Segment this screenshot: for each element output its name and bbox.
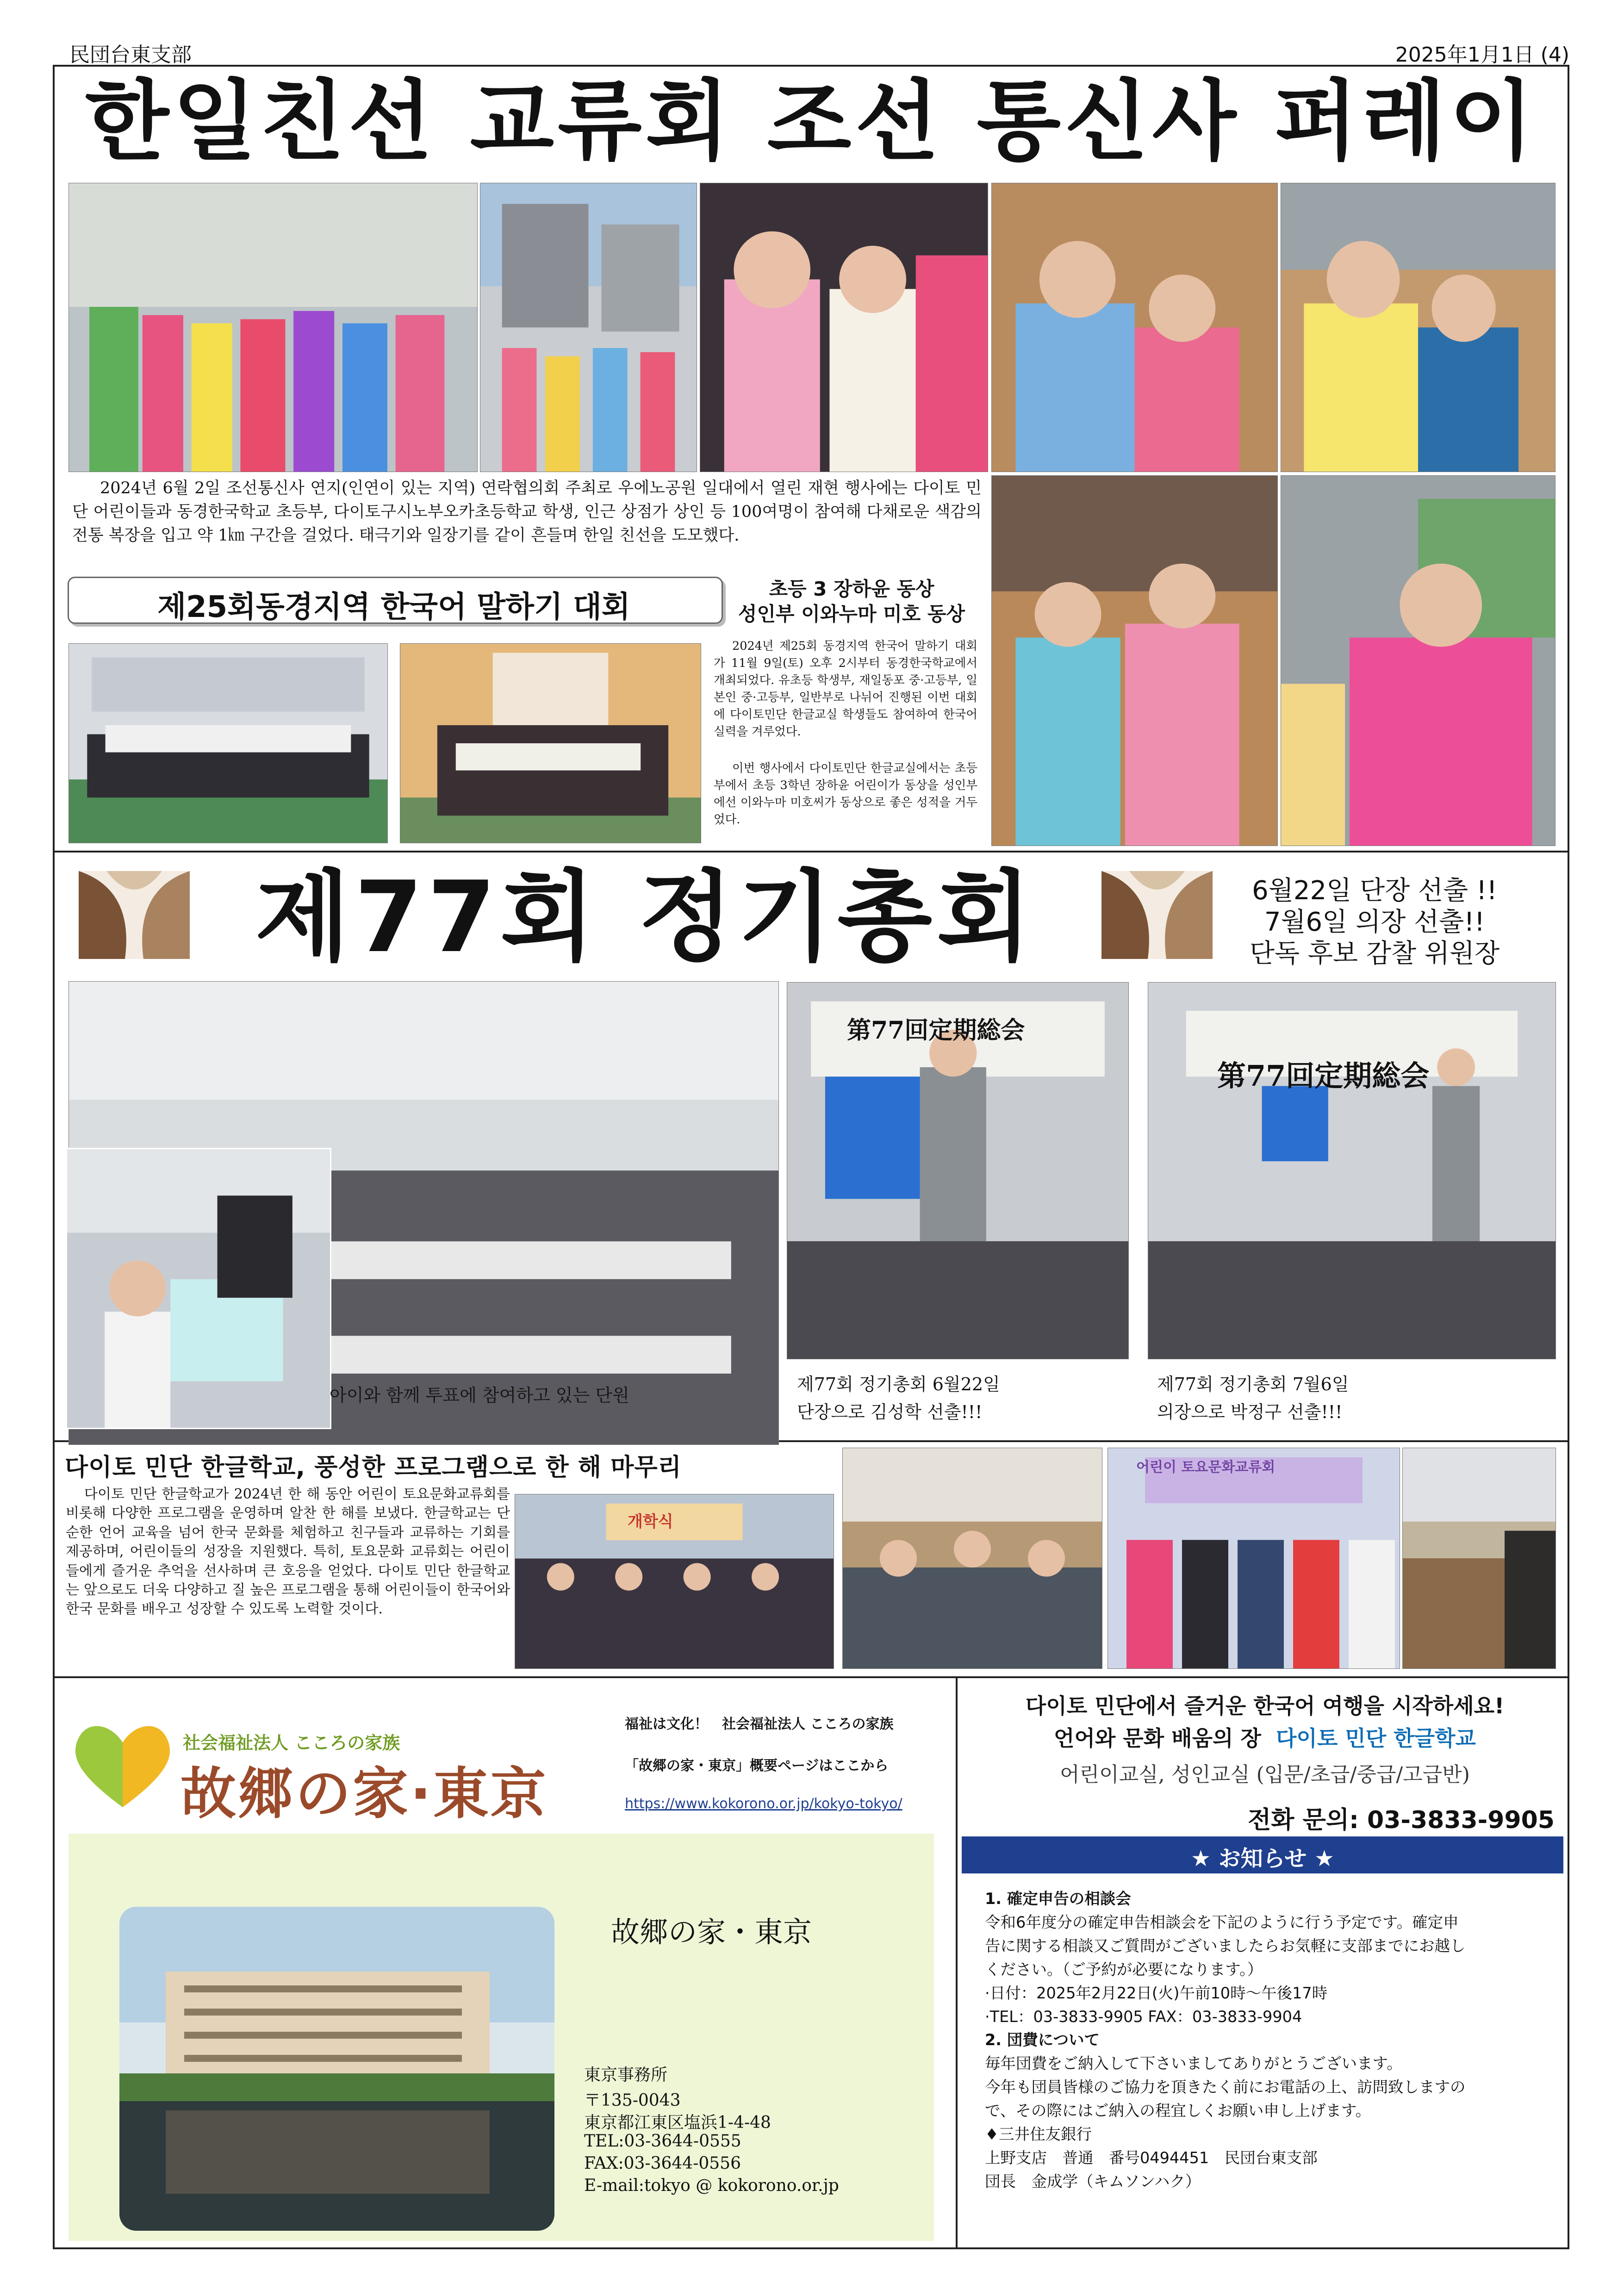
photo-opening-ceremony xyxy=(515,1494,834,1669)
caption-july-1: 제77회 정기총회 7월6일 xyxy=(1157,1374,1349,1394)
photo-speech-contest-stage xyxy=(400,643,701,843)
notice-p1a: 令和6年度分の確定申告相談会を下記のように行う予定です。確定申 xyxy=(985,1913,1459,1931)
notice-body xyxy=(985,1887,1559,2194)
banner-june: 第77回定期総会 xyxy=(847,1016,1025,1045)
sign-opening: 개학식 xyxy=(628,1512,673,1531)
ad-email: E-mail:tokyo @ kokorono.or.jp xyxy=(584,2176,839,2195)
school-promo-line2a: 언어와 문화 배움의 장 xyxy=(1054,1726,1261,1751)
divider-3 xyxy=(53,1676,1569,1678)
header-right: 2025年1月1日 (4) xyxy=(1395,43,1569,67)
ad-office: 東京事務所 xyxy=(584,2066,668,2084)
caption-july-2: 의장으로 박정구 선출!!! xyxy=(1157,1402,1343,1422)
divider-1 xyxy=(53,851,1569,852)
school-promo-line2b: 다이토 민단 한글학교 xyxy=(1276,1726,1476,1751)
school-promo-line2 xyxy=(960,1722,1569,1752)
ad-tel: TEL:03-3644-0555 xyxy=(584,2132,741,2151)
header-left: 民団台東支部 xyxy=(69,43,192,67)
sign-saturday: 어린이 토요문화교류회 xyxy=(1136,1459,1276,1475)
photo-hanbok-boy xyxy=(1281,183,1556,472)
notice-heading-2: 2. 団費について xyxy=(985,2031,1100,2049)
photo-classroom-kids xyxy=(842,1448,1102,1669)
notice-p1c: ください。（ご予約が必要になります。） xyxy=(985,1960,1263,1979)
heart-logo-icon xyxy=(69,1719,176,1812)
photo-kokyo-building xyxy=(119,1907,554,2231)
photo-lunch-room xyxy=(1402,1448,1556,1669)
notice-p2b: 今年も団員皆様のご協力を頂きたく前にお電話の上、訪問致しますの xyxy=(985,2078,1466,2097)
notice-p2a: 毎年団費をご納入して下さいましてありがとうございます。 xyxy=(985,2054,1402,2073)
photo-parade-group xyxy=(68,183,478,472)
assembly-note-3: 단독 후보 감찰 위원장 xyxy=(1249,939,1500,969)
speech-body-1: 2024년 제25회 동경지역 한국어 말하기 대회가 11월 9일(토) 오후 2시부터 동경한국학교에서 개최되었다. 유초등 학생부, 재일동포 중·고등부, 일본인 중·고등부, 일반부로 나뉘어 진행된 이번 대회에 다이토민단 한글교실 학생들도 참여하여 한국어 실력을 겨루었다. xyxy=(714,639,977,739)
school-recap-title: 다이토 민단 한글학교, 풍성한 프로그램으로 한 해 마무리 xyxy=(65,1454,682,1481)
school-promo-classes: 어린이교실, 성인교실 (입문/초급/중급/고급반) xyxy=(1060,1763,1470,1786)
photo-hanbok-mother-child xyxy=(991,183,1278,472)
ornament-right-icon xyxy=(1101,871,1213,959)
section1-body: 2024년 6월 2일 조선통신사 연지(인연이 있는 지역) 연락협의회 주최로 우에노공원 일대에서 열린 재현 행사에는 다이토 민단 어린이들과 동경한국학교 초등부, 다이토구시노부오카초등학교 학생, 인근 상점가 상인 등 100여명이 참여해 다채로운 색감의 전통 복장을 입고 약 1㎞ 구간을 걸었다. 태극기와 일장기를 같이 흔들며 한일 친선을 도모했다. xyxy=(72,479,982,545)
assembly-title: 제77회 정기총회 xyxy=(255,860,1036,974)
speech-award-2: 성인부 이와누마 미호 동상 xyxy=(738,603,965,625)
notice-title: ★ お知らせ ★ xyxy=(1190,1846,1335,1872)
ad-zip: 〒135-0043 xyxy=(584,2091,681,2110)
photo-voting-child xyxy=(66,1148,331,1429)
notice-bank: ♦三井住友銀行 xyxy=(985,2125,1092,2144)
school-recap-body: 다이토 민단 한글학교가 2024년 한 해 동안 어린이 토요문화교류회를 비롯해 다양한 프로그램을 운영하며 알찬 한 해를 보냈다. 한글학교는 단순한 언어 교육을 넘어 한국 문화를 체험하고 친구들과 교류하는 기회를 제공하며, 어린이들의 성장을 지원했다. 특히, 토요문화 교류회는 어린이들에게 즐거운 추억을 선사하며 큰 호응을 얻었다. 다이토 민단 한글학교는 앞으로도 더욱 다양하고 질 높은 프로그램을 통해 어린이들이 한국어와 한국 문화를 배우고 성장할 수 있도록 노력할 것이다. xyxy=(66,1486,510,1618)
section1-title: 한일친선 교류회 조선 통신사 퍼레이 xyxy=(85,71,1537,172)
caption-voting: 아이와 함께 투표에 참여하고 있는 단원 xyxy=(330,1385,629,1406)
ad-fax: FAX:03-3644-0556 xyxy=(584,2154,741,2173)
caption-june-2: 단장으로 김성학 선출!!! xyxy=(797,1402,983,1422)
caption-june-1: 제77회 정기총회 6월22일 xyxy=(797,1374,1000,1394)
ad-tagline: 福祉は文化！ 社会福祉法人 こころの家族 xyxy=(625,1716,894,1732)
ad-facility-name: 故郷の家・東京 xyxy=(611,1915,812,1949)
ad-link-label: 「故郷の家・東京」概要ページはここから xyxy=(625,1758,889,1774)
speech-award-1: 초등 3 장하윤 동상 xyxy=(769,578,934,600)
banner-july: 第77回定期総会 xyxy=(1217,1059,1430,1093)
photo-elder-pink-hanbok xyxy=(1281,475,1556,846)
photo-parade-girls xyxy=(700,183,988,472)
speech-body-2: 이번 행사에서 다이토민단 한글교실에서는 초등부에서 초등 3학년 장하윤 어린이가 동상을 성인부에선 이와누마 미호씨가 동상으로 좋은 성적을 거두었다. xyxy=(714,761,977,827)
ad-url-link[interactable]: https://www.kokorono.or.jp/kokyo-tokyo/ xyxy=(625,1796,902,1812)
school-phone: 전화 문의: 03-3833-9905 xyxy=(1248,1806,1555,1834)
photo-hanbok-family xyxy=(991,475,1278,846)
notice-p2c: で、その際にはご納入の程宜しくお願い申し上げます。 xyxy=(985,2102,1371,2120)
ad-org-name: 社会福祉法人 こころの家族 xyxy=(183,1733,400,1753)
photo-speech-contest-group xyxy=(68,643,388,843)
notice-account: 上野支店 普通 番号0494451 民団台東支部 xyxy=(985,2148,1318,2167)
notice-telfax: ·TEL：03-3833-9905 FAX：03-3833-9904 xyxy=(985,2007,1302,2026)
notice-date: ·日付：2025年2月22日(火)午前10時～午後17時 xyxy=(985,1984,1328,2002)
assembly-note-2: 7월6일 의장 선출!! xyxy=(1264,907,1485,937)
ad-address: 東京都江東区塩浜1-4-48 xyxy=(584,2113,771,2132)
notice-head: 団長 金成学（キムソンハク） xyxy=(985,2172,1201,2190)
photo-saturday-culture xyxy=(1108,1448,1400,1669)
notice-p1b: 告に関する相談又ご質問がございましたらお気軽に支部までにお越し xyxy=(985,1936,1466,1955)
ornament-left-icon xyxy=(79,871,190,959)
assembly-note-1: 6월22일 단장 선출 !! xyxy=(1252,876,1497,906)
ad-logo-text: 故郷の家·東京 xyxy=(180,1762,548,1826)
photo-assembly-july xyxy=(1148,982,1556,1359)
photo-parade-street xyxy=(480,183,697,472)
speech-title: 제25회동경지역 한국어 말하기 대회 xyxy=(157,590,630,624)
school-promo-line1: 다이토 민단에서 즐거운 한국어 여행을 시작하세요! xyxy=(1025,1693,1505,1718)
divider-v xyxy=(956,1676,958,2249)
notice-heading-1: 1. 確定申告の相談会 xyxy=(985,1890,1131,1908)
